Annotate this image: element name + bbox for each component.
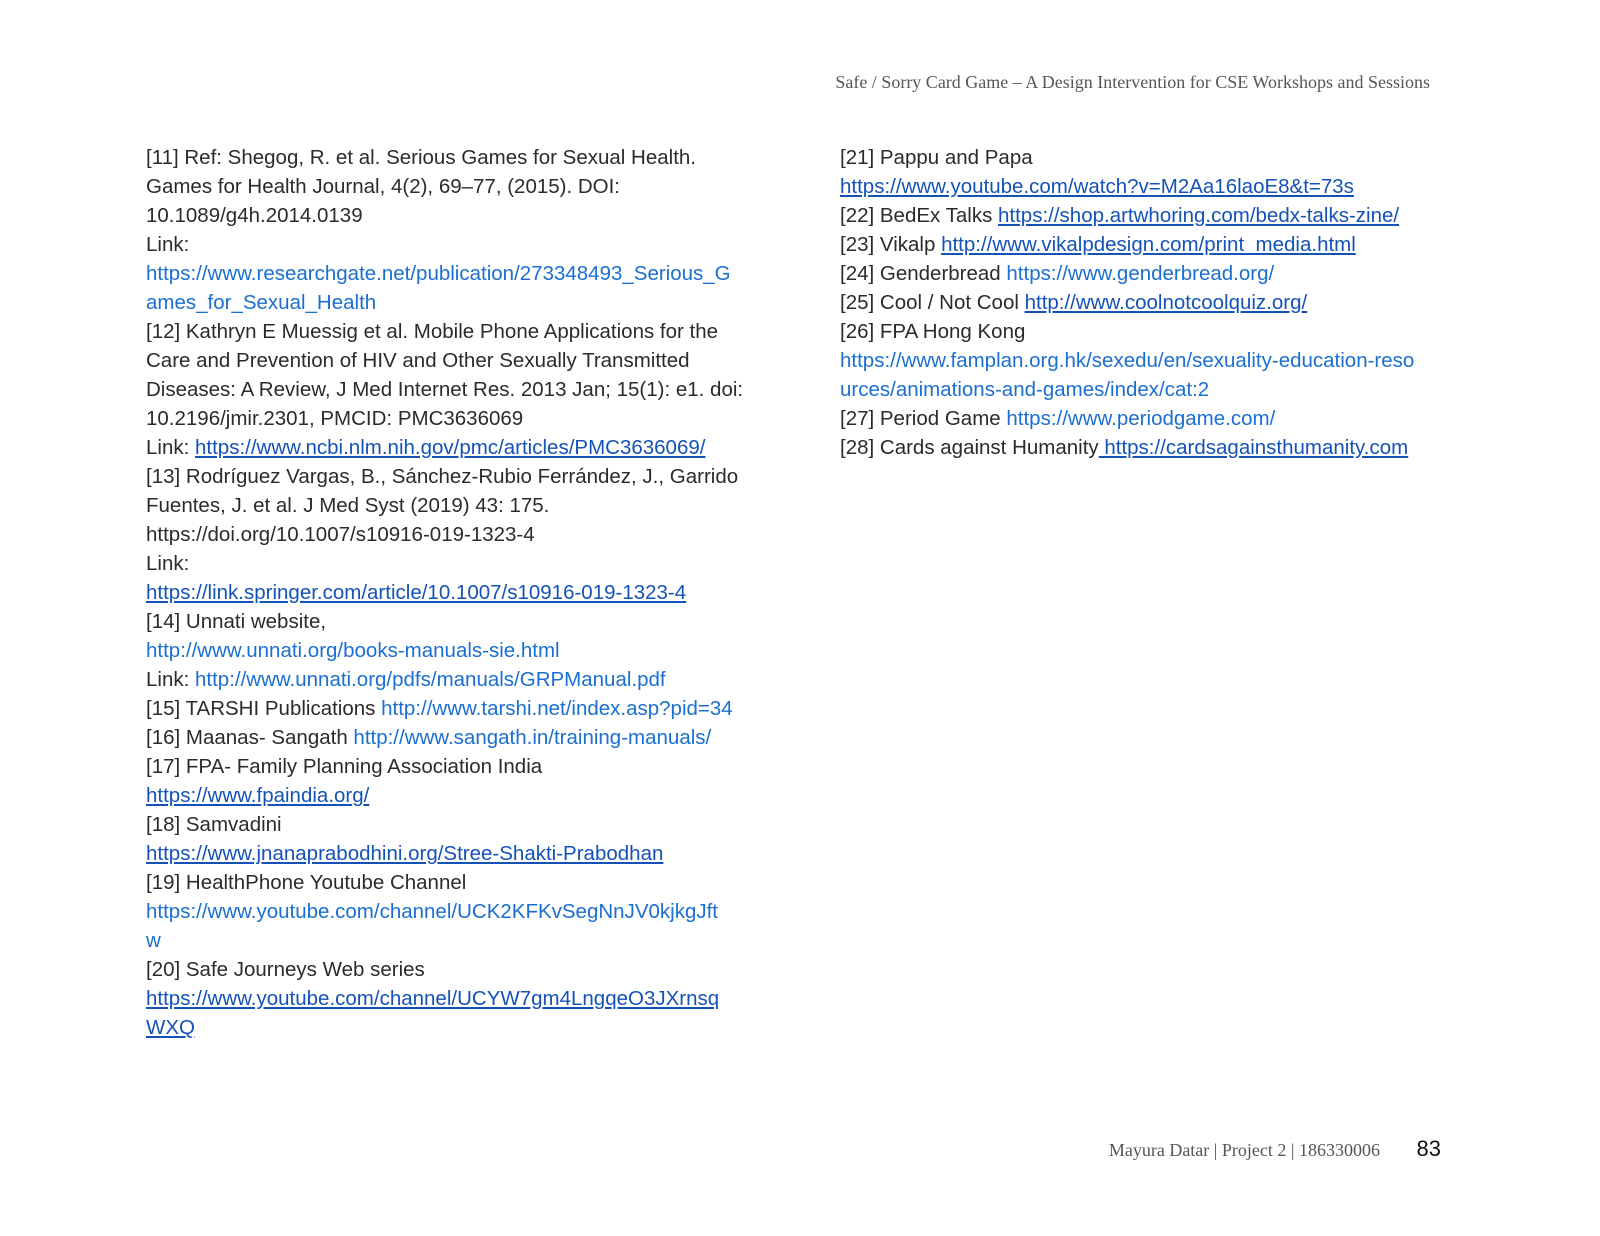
ref-14-link-2[interactable]: http://www.unnati.org/pdfs/manuals/GRPManual.pdf: [195, 668, 666, 691]
ref-12-link[interactable]: https://www.ncbi.nlm.nih.gov/pmc/articles/PMC3636069/: [195, 436, 706, 459]
footer-author-info: Mayura Datar | Project 2 | 186330006: [1108, 1140, 1380, 1160]
references-right-column: [840, 143, 1480, 462]
ref-19-link-cont[interactable]: w: [146, 929, 161, 952]
ref-20-label: [20] Safe Journeys Web series: [146, 958, 425, 981]
ref-23-link[interactable]: http://www.vikalpdesign.com/print_media.html: [941, 233, 1356, 256]
ref-13-line-2: Fuentes, J. et al. J Med Syst (2019) 43: 175.: [146, 494, 550, 517]
ref-28-label: [28] Cards against Humanity: [840, 436, 1099, 459]
ref-11-line-2: Games for Health Journal, 4(2), 69–77, (2015). DOI:: [146, 175, 621, 198]
ref-24-link[interactable]: https://www.genderbread.org/: [1006, 262, 1275, 285]
ref-27-label: [27] Period Game: [840, 407, 1007, 430]
ref-12-line-4: 10.2196/jmir.2301, PMCID: PMC3636069: [146, 407, 524, 430]
ref-15-link[interactable]: http://www.tarshi.net/index.asp?pid=34: [381, 697, 733, 720]
ref-12-line-1: [12] Kathryn E Muessig et al. Mobile Phone Applications for the: [146, 320, 719, 343]
ref-13-link-label: Link:: [146, 552, 190, 575]
ref-19-label: [19] HealthPhone Youtube Channel: [146, 871, 467, 894]
ref-25-link[interactable]: http://www.coolnotcoolquiz.org/: [1024, 291, 1308, 314]
ref-11-line-1: [11] Ref: Shegog, R. et al. Serious Games for Sexual Health.: [146, 146, 696, 169]
ref-16-label: [16] Maanas- Sangath: [146, 726, 354, 749]
ref-22-label: [22] BedEx Talks: [840, 204, 999, 227]
ref-13-line-1: [13] Rodríguez Vargas, B., Sánchez-Rubio Ferrández, J., Garrido: [146, 465, 739, 488]
ref-11-link[interactable]: https://www.researchgate.net/publication/273348493_Serious_G: [146, 262, 731, 285]
ref-25-label: [25] Cool / Not Cool: [840, 291, 1025, 314]
ref-16-link[interactable]: http://www.sangath.in/training-manuals/: [353, 726, 712, 749]
ref-21-link[interactable]: https://www.youtube.com/watch?v=M2Aa16laoE8&t=73s: [840, 175, 1354, 198]
ref-11-link-cont[interactable]: ames_for_Sexual_Health: [146, 291, 377, 314]
ref-13-doi: https://doi.org/10.1007/s10916-019-1323-4: [146, 523, 535, 546]
ref-21-label: [21] Pappu and Papa: [840, 146, 1033, 169]
ref-26-link-cont[interactable]: urces/animations-and-games/index/cat:2: [840, 378, 1210, 401]
ref-14-link-label: Link:: [146, 668, 195, 691]
ref-20-link[interactable]: https://www.youtube.com/channel/UCYW7gm4LngqeO3JXrnsq: [146, 987, 720, 1010]
ref-15-label: [15] TARSHI Publications: [146, 697, 382, 720]
ref-27-link[interactable]: https://www.periodgame.com/: [1006, 407, 1276, 430]
ref-22-link[interactable]: https://shop.artwhoring.com/bedx-talks-zine/: [998, 204, 1400, 227]
ref-14-link-1[interactable]: http://www.unnati.org/books-manuals-sie.html: [146, 639, 560, 662]
ref-12-line-3: Diseases: A Review, J Med Internet Res. 2013 Jan; 15(1): e1. doi:: [146, 378, 744, 401]
ref-11-link-label: Link:: [146, 233, 190, 256]
ref-24-label: [24] Genderbread: [840, 262, 1007, 285]
ref-11-line-3: 10.1089/g4h.2014.0139: [146, 204, 363, 227]
ref-12-link-label: Link:: [146, 436, 195, 459]
ref-13-link[interactable]: https://link.springer.com/article/10.1007/s10916-019-1323-4: [146, 581, 687, 604]
running-header: Safe / Sorry Card Game – A Design Intervention for CSE Workshops and Sessions: [835, 72, 1430, 92]
ref-26-label: [26] FPA Hong Kong: [840, 320, 1026, 343]
ref-12-line-2: Care and Prevention of HIV and Other Sexually Transmitted: [146, 349, 690, 372]
ref-17-label: [17] FPA- Family Planning Association India: [146, 755, 543, 778]
ref-14-label: [14] Unnati website,: [146, 610, 327, 633]
ref-26-link[interactable]: https://www.famplan.org.hk/sexedu/en/sexuality-education-reso: [840, 349, 1415, 372]
ref-18-label: [18] Samvadini: [146, 813, 282, 836]
ref-19-link[interactable]: https://www.youtube.com/channel/UCK2KFKvSegNnJV0kjkgJft: [146, 900, 718, 923]
references-left-column: [146, 143, 776, 1042]
page-number: 83: [1416, 1136, 1441, 1161]
ref-17-link[interactable]: https://www.fpaindia.org/: [146, 784, 370, 807]
ref-20-link-cont[interactable]: WXQ: [146, 1016, 195, 1039]
ref-18-link[interactable]: https://www.jnanaprabodhini.org/Stree-Shakti-Prabodhan: [146, 842, 664, 865]
ref-28-link[interactable]: https://cardsagainsthumanity.com: [1098, 436, 1409, 459]
ref-23-label: [23] Vikalp: [840, 233, 942, 256]
